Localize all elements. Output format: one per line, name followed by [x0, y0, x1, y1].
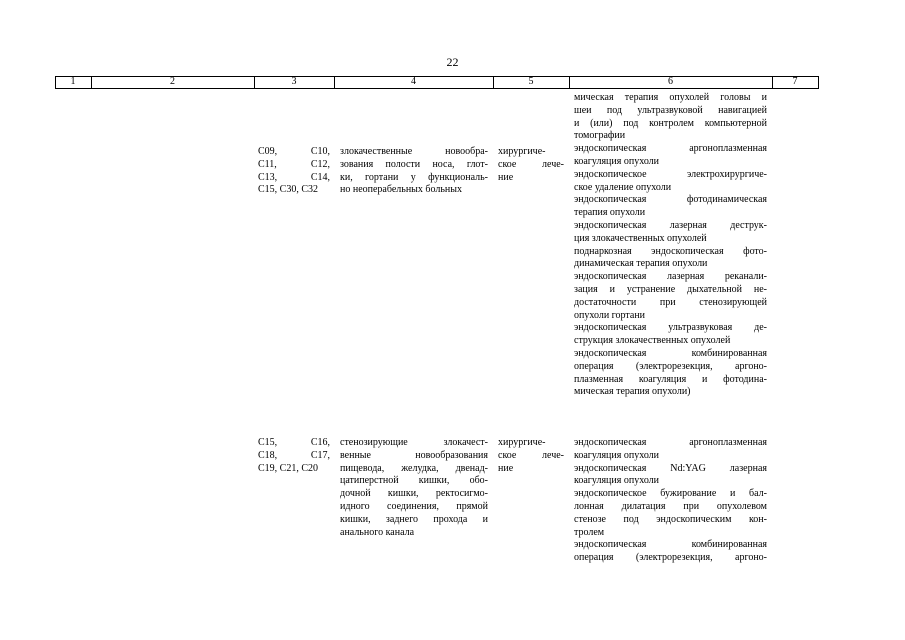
text-line: поднаркозная эндоскопическая фото-: [574, 245, 767, 257]
text-line: ское удаление опухоли: [574, 181, 672, 193]
page-number: 22: [446, 55, 459, 69]
text-line: хирургиче-: [498, 437, 546, 448]
text-line: операция (электрорезекция, аргоно-: [574, 360, 767, 372]
text-line: эндоскопическая лазерная деструк-: [574, 219, 767, 231]
treatment-type: [498, 437, 564, 475]
treatment-methods: [574, 437, 767, 565]
icd-codes: [258, 146, 330, 197]
code: C19, C21, C20: [258, 462, 319, 474]
text-line: ние: [498, 462, 514, 474]
code-line: [258, 159, 330, 172]
column-header-4: 4: [411, 76, 416, 87]
text-line: стенозе под эндоскопическим кон-: [574, 513, 767, 525]
text-line: достаточности при стенозирующей: [574, 296, 767, 308]
text-line: идного соединения, прямой: [340, 500, 488, 512]
code: C11,: [258, 158, 277, 170]
code: C17,: [310, 449, 330, 461]
text-line: хирургиче-: [498, 146, 546, 157]
text-line: струкция злокачественных опухолей: [574, 335, 731, 347]
text-line: эндоскопическая аргоноплазменная: [574, 143, 767, 155]
code: C18,: [258, 449, 278, 461]
diagnosis-text: [340, 146, 488, 197]
text-line: опухоли гортани: [574, 309, 646, 321]
code: C15,: [258, 437, 278, 448]
treatment-type: [498, 146, 564, 184]
text-line: мическая терапия опухолей головы и: [574, 92, 767, 103]
text-line: ция злокачественных опухолей: [574, 232, 707, 244]
code-line: [258, 146, 330, 159]
text-line: эндоскопическое бужирование и бал-: [574, 488, 767, 500]
text-line: лонная дилатация при опухолевом: [574, 500, 767, 512]
text-line: эндоскопическая комбинированная: [574, 539, 767, 551]
code-line: [258, 463, 330, 476]
text-line: операция (электрорезекция, аргоно-: [574, 552, 767, 564]
text-line: эндоскопическая Nd:YAG лазерная: [574, 462, 767, 474]
text-line: плазменная коагуляция и фотодина-: [574, 373, 767, 385]
column-header-6: 6: [668, 76, 673, 87]
text-line: томографии: [574, 130, 626, 142]
text-line: эндоскопическая аргоноплазменная: [574, 437, 767, 448]
text-line: тролем: [574, 526, 605, 538]
text-line: злокачественные новообра-: [340, 146, 488, 157]
column-header-5: 5: [528, 76, 534, 87]
text-line: динамическая терапия опухоли: [574, 258, 708, 270]
code-line: [258, 437, 330, 450]
text-line: эндоскопическая ультразвуковая де-: [574, 322, 767, 334]
code: C10,: [310, 146, 330, 157]
text-line: терапия опухоли: [574, 207, 646, 219]
column-divider: [818, 76, 819, 88]
text-line: дочной кишки, ректосигмо-: [340, 488, 488, 500]
text-line: шеи под ультразвуковой навигацией: [574, 104, 767, 116]
column-header-7: 7: [792, 76, 798, 87]
column-header-1: 1: [70, 76, 76, 87]
column-header-2: 2: [170, 76, 175, 87]
code-line: [258, 184, 330, 197]
text-line: анального канала: [340, 526, 415, 538]
text-line: кишки, заднего прохода и: [340, 513, 488, 525]
text-line: эндоскопическая фотодинамическая: [574, 194, 767, 206]
code: C14,: [310, 171, 330, 183]
text-line: но неоперабельных больных: [340, 184, 462, 196]
treatment-methods: [574, 92, 767, 399]
icd-codes: [258, 437, 330, 475]
text-line: пищевода, желудка, двенад-: [340, 462, 488, 474]
text-line: ки, гортани у функциональ-: [340, 171, 488, 183]
diagnosis-text: [340, 437, 488, 539]
code: C15, C30, C32: [258, 184, 319, 196]
text-line: коагуляция опухоли: [574, 475, 660, 487]
text-line: эндоскопическое электрохирургиче-: [574, 168, 767, 180]
code: C13,: [258, 171, 278, 183]
column-header-3: 3: [291, 76, 297, 87]
text-line: коагуляция опухоли: [574, 449, 660, 461]
code-line: [258, 172, 330, 185]
text-line: коагуляция опухоли: [574, 155, 660, 167]
code: C09,: [258, 146, 278, 157]
text-line: мическая терапия опухоли): [574, 386, 691, 398]
text-line: ское лече-: [498, 449, 564, 461]
code-line: [258, 450, 330, 463]
text-line: стенозирующие злокачест-: [340, 437, 488, 448]
text-line: эндоскопическая комбинированная: [574, 347, 767, 359]
text-line: зования полости носа, глот-: [340, 158, 488, 170]
text-line: зация и устранение дыхательной не-: [574, 283, 767, 295]
table-header-bottom-border: [55, 88, 819, 89]
text-line: цатиперстной кишки, обо-: [340, 475, 488, 487]
text-line: ское лече-: [498, 158, 564, 170]
text-line: эндоскопическая лазерная реканали-: [574, 271, 767, 283]
text-line: и (или) под контролем компьютерной: [574, 117, 767, 129]
text-line: венные новообразования: [340, 449, 488, 461]
text-line: ние: [498, 171, 514, 183]
code: C12,: [310, 158, 330, 170]
code: C16,: [310, 437, 330, 448]
